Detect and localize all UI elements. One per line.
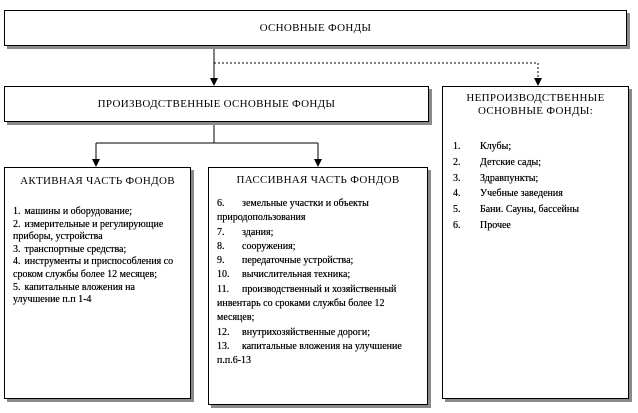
item-number: 11. bbox=[217, 283, 230, 295]
active-part-title: АКТИВНАЯ ЧАСТЬ ФОНДОВ bbox=[20, 175, 175, 187]
item-text: капитальные вложения на улучшение п.п 1-4 bbox=[13, 281, 135, 306]
list-item bbox=[453, 155, 622, 171]
list-item bbox=[217, 226, 423, 240]
arrow-to-active bbox=[92, 159, 100, 167]
fixed-assets-title: ОСНОВНЫЕ ФОНДЫ bbox=[259, 22, 372, 34]
list-item bbox=[217, 340, 423, 369]
list-item bbox=[13, 256, 184, 281]
passive-part-box bbox=[208, 167, 428, 405]
item-number: 5. bbox=[453, 204, 461, 216]
list-item bbox=[13, 282, 184, 307]
item-text: земельные участки и объекты природопользования bbox=[217, 198, 369, 224]
arrow-to-production bbox=[210, 78, 218, 86]
item-text: сооружения; bbox=[242, 240, 296, 252]
item-number: 1. bbox=[453, 141, 461, 152]
item-number: 2. bbox=[453, 156, 461, 168]
item-number: 8. bbox=[217, 240, 225, 252]
item-text: Прочее bbox=[480, 219, 511, 231]
item-number: 1. bbox=[13, 206, 21, 217]
nonproduction-assets-title: НЕПРОИЗВОДСТВЕННЫЕ ОСНОВНЫЕ ФОНДЫ: bbox=[466, 92, 605, 117]
passive-part-list bbox=[209, 197, 427, 369]
list-item bbox=[453, 171, 622, 187]
list-item bbox=[217, 240, 423, 254]
nonproduction-list bbox=[443, 139, 628, 234]
item-text: Учебные заведения bbox=[480, 188, 563, 200]
item-number: 2. bbox=[13, 218, 21, 230]
item-text: производственный и хозяйственный инвентарь со сроками службы более 12 месяцев; bbox=[217, 283, 397, 324]
item-text: Детские сады; bbox=[480, 156, 542, 168]
item-text: здания; bbox=[242, 226, 274, 238]
item-text: транспортные средства; bbox=[24, 243, 127, 255]
list-item bbox=[13, 244, 184, 257]
item-number: 6. bbox=[453, 219, 461, 231]
passive-part-title: ПАССИВНАЯ ЧАСТЬ ФОНДОВ bbox=[236, 174, 400, 186]
item-number: 3. bbox=[13, 243, 21, 255]
item-number: 3. bbox=[453, 172, 461, 184]
item-number: 4. bbox=[453, 188, 461, 200]
item-number: 4. bbox=[13, 256, 21, 268]
item-text: вычислительная техника; bbox=[242, 269, 351, 281]
fixed-assets-box bbox=[4, 10, 627, 46]
list-item bbox=[453, 218, 622, 234]
list-item bbox=[13, 219, 184, 244]
list-item bbox=[453, 202, 622, 218]
item-text: измерительные и регулирующие приборы, устройства bbox=[13, 218, 164, 243]
item-text: Здравпункты; bbox=[480, 172, 539, 184]
active-part-box bbox=[4, 167, 191, 399]
list-item bbox=[217, 197, 423, 226]
item-text: машины и оборудование; bbox=[24, 206, 133, 217]
item-number: 12. bbox=[217, 326, 230, 338]
item-text: Клубы; bbox=[480, 141, 512, 152]
list-item bbox=[217, 283, 423, 326]
arrow-to-nonproduction bbox=[534, 78, 542, 86]
item-text: Бани. Сауны, бассейны bbox=[480, 204, 579, 216]
list-item bbox=[453, 186, 622, 202]
item-number: 7. bbox=[217, 226, 225, 238]
production-assets-box bbox=[4, 86, 429, 122]
item-text: передаточные устройства; bbox=[242, 255, 354, 267]
list-item bbox=[217, 254, 423, 268]
item-number: 10. bbox=[217, 269, 230, 281]
list-item bbox=[217, 268, 423, 282]
item-number: 9. bbox=[217, 255, 225, 267]
item-number: 6. bbox=[217, 198, 225, 209]
active-part-list bbox=[5, 206, 190, 307]
arrow-to-passive bbox=[314, 159, 322, 167]
item-number: 5. bbox=[13, 281, 21, 293]
production-assets-title: ПРОИЗВОДСТВЕННЫЕ ОСНОВНЫЕ ФОНДЫ bbox=[97, 98, 336, 110]
nonproduction-assets-box bbox=[442, 86, 629, 399]
item-text: капитальные вложения на улучшение п.п.6-13 bbox=[217, 340, 402, 367]
item-text: внутрихозяйственные дороги; bbox=[242, 326, 371, 338]
item-number: 13. bbox=[217, 340, 230, 352]
list-item bbox=[453, 139, 622, 155]
list-item bbox=[217, 326, 423, 340]
list-item bbox=[13, 206, 184, 219]
item-text: инструменты и приспособления со сроком службы более 12 месяцев; bbox=[13, 256, 174, 280]
